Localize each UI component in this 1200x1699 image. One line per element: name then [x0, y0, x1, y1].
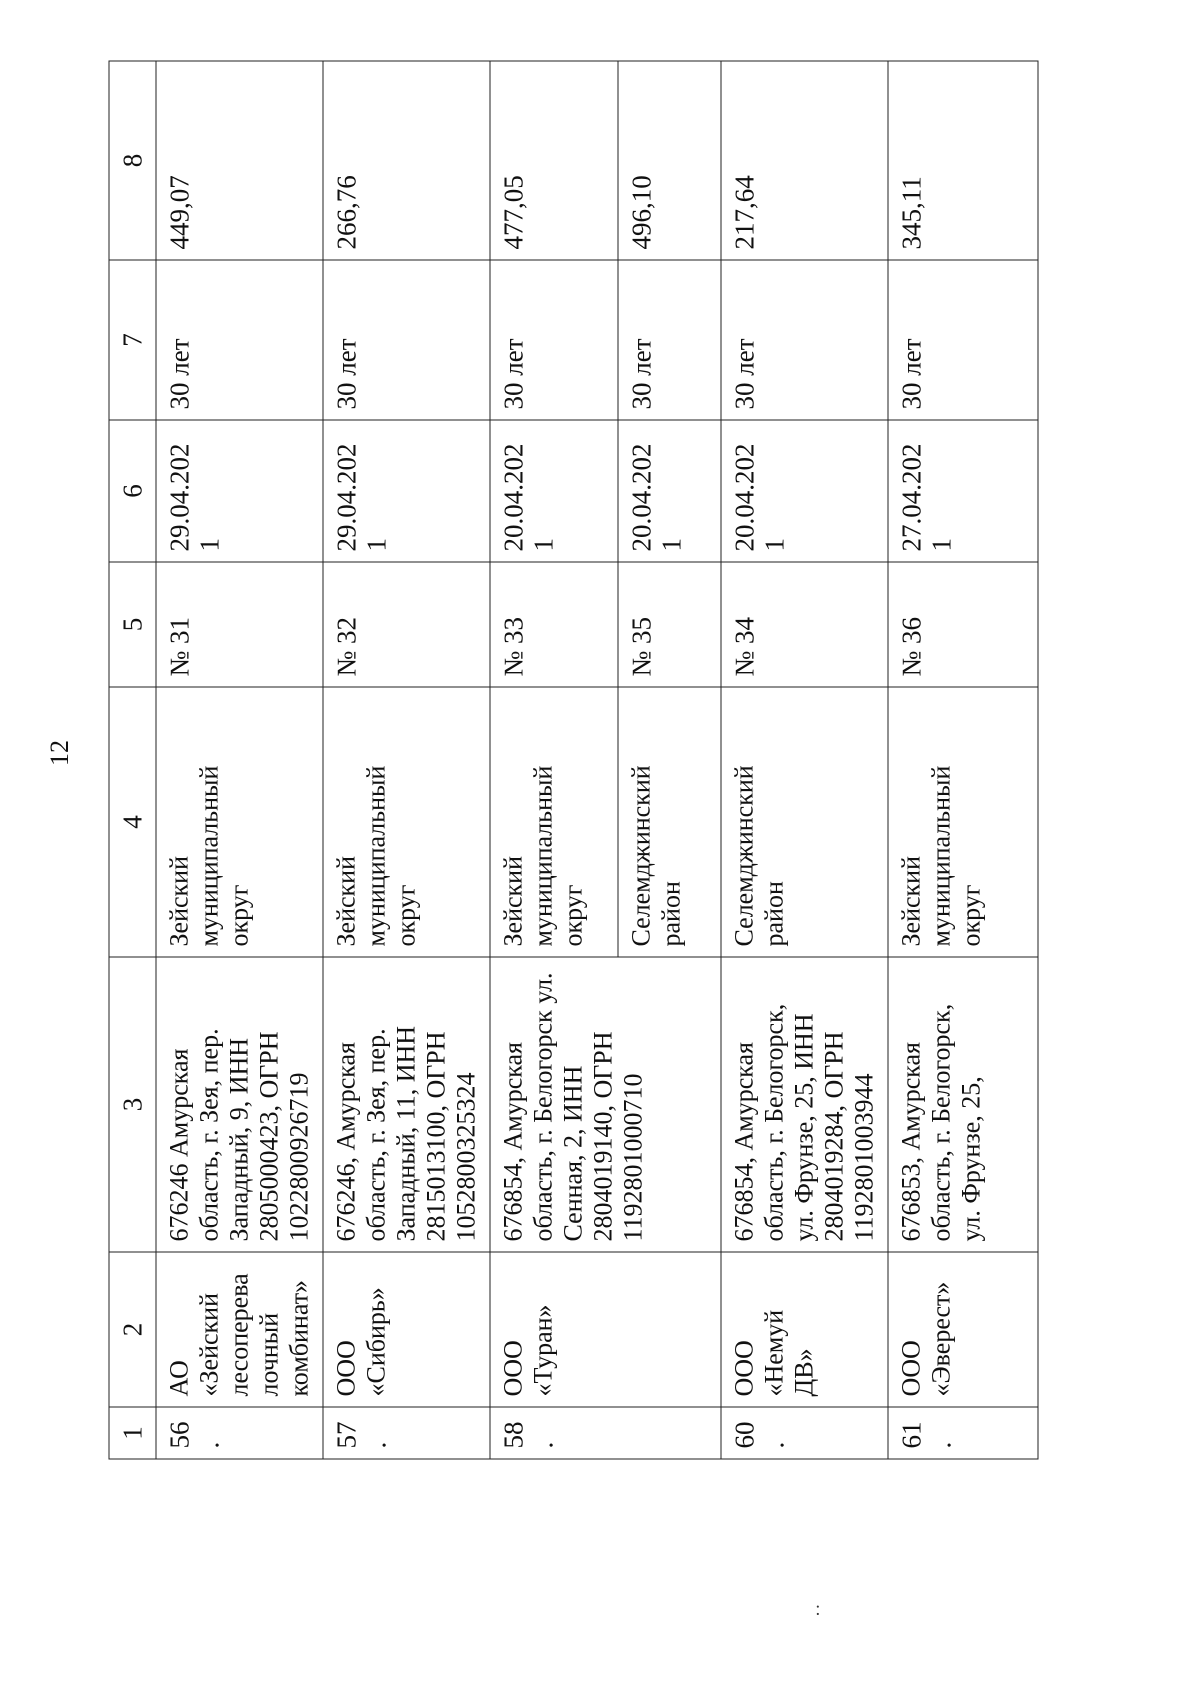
header-row	[109, 61, 156, 1459]
district: Селемджинский район	[618, 687, 721, 957]
contract-date: 20.04.2021	[721, 420, 888, 562]
district: Зейский муниципальный округ	[888, 687, 1038, 957]
district: Зейский муниципальный округ	[156, 687, 323, 957]
header-col-4: 4	[109, 687, 156, 957]
header-col-6: 6	[109, 420, 156, 562]
contract-number: № 35	[618, 562, 721, 687]
district: Зейский муниципальный округ	[323, 687, 490, 957]
contract-term: 30 лет	[618, 260, 721, 420]
contract-date: 29.04.2021	[323, 420, 490, 562]
header-col-1: 1	[109, 1407, 156, 1459]
row-number: 57.	[323, 1407, 490, 1459]
contract-date: 29.04.2021	[156, 420, 323, 562]
contract-number: № 32	[323, 562, 490, 687]
header-col-3: 3	[109, 957, 156, 1252]
organization: АО «Зейский лесоперевалочный комбинат»	[156, 1252, 323, 1407]
district: Селемджинский район	[721, 687, 888, 957]
contract-term: 30 лет	[721, 260, 888, 420]
value: 217,64	[721, 61, 888, 260]
district: Зейский муниципальный округ	[490, 687, 618, 957]
address: 676246, Амурская область, г. Зея, пер. Западный, 11, ИНН 2815013100, ОГРН 1052800325324	[323, 957, 490, 1252]
address: 676854, Амурская область, г. Белогорск, ул. Фрунзе, 25, ИНН 2804019284, ОГРН 1192801003944	[721, 957, 888, 1252]
header-col-7: 7	[109, 260, 156, 420]
row-number: 56.	[156, 1407, 323, 1459]
header-col-8: 8	[109, 61, 156, 260]
rotated-table-container	[109, 61, 1042, 1459]
organization: ООО «Немуй ДВ»	[721, 1252, 888, 1407]
contract-date: 20.04.2021	[490, 420, 618, 562]
address: 676853, Амурская область, г. Белогорск, ул. Фрунзе, 25,	[888, 957, 1038, 1252]
contract-number: № 31	[156, 562, 323, 687]
contract-number: № 36	[888, 562, 1038, 687]
scan-mark: ˸	[815, 1602, 821, 1624]
table-row	[323, 61, 490, 1459]
row-number: 60.	[721, 1407, 888, 1459]
value: 266,76	[323, 61, 490, 260]
header-col-2: 2	[109, 1252, 156, 1407]
page-number: 12	[45, 740, 74, 766]
contract-term: 30 лет	[888, 260, 1038, 420]
contract-number: № 33	[490, 562, 618, 687]
contract-date: 27.04.2021	[888, 420, 1038, 562]
row-number: 61.	[888, 1407, 1038, 1459]
organization: ООО «Туран»	[490, 1252, 721, 1407]
contract-term: 30 лет	[490, 260, 618, 420]
address: 676246 Амурская область, г. Зея, пер. Западный, 9, ИНН 2805000423, ОГРН 1022800926719	[156, 957, 323, 1252]
address: 676854, Амурская область, г. Белогорск ул. Сенная, 2, ИНН 2804019140, ОГРН 1192801000710	[490, 957, 721, 1252]
table-row	[156, 61, 323, 1459]
value: 496,10	[618, 61, 721, 260]
value: 477,05	[490, 61, 618, 260]
table-row	[490, 61, 618, 1459]
organization: ООО «Сибирь»	[323, 1252, 490, 1407]
contract-term: 30 лет	[323, 260, 490, 420]
organization: ООО «Эверест»	[888, 1252, 1038, 1407]
data-table	[109, 60, 1039, 1459]
table-row	[721, 61, 888, 1459]
contract-number: № 34	[721, 562, 888, 687]
contract-term: 30 лет	[156, 260, 323, 420]
contract-date: 20.04.2021	[618, 420, 721, 562]
value: 345,11	[888, 61, 1038, 260]
header-col-5: 5	[109, 562, 156, 687]
row-number: 58.	[490, 1407, 721, 1459]
table-row	[888, 61, 1038, 1459]
value: 449,07	[156, 61, 323, 260]
